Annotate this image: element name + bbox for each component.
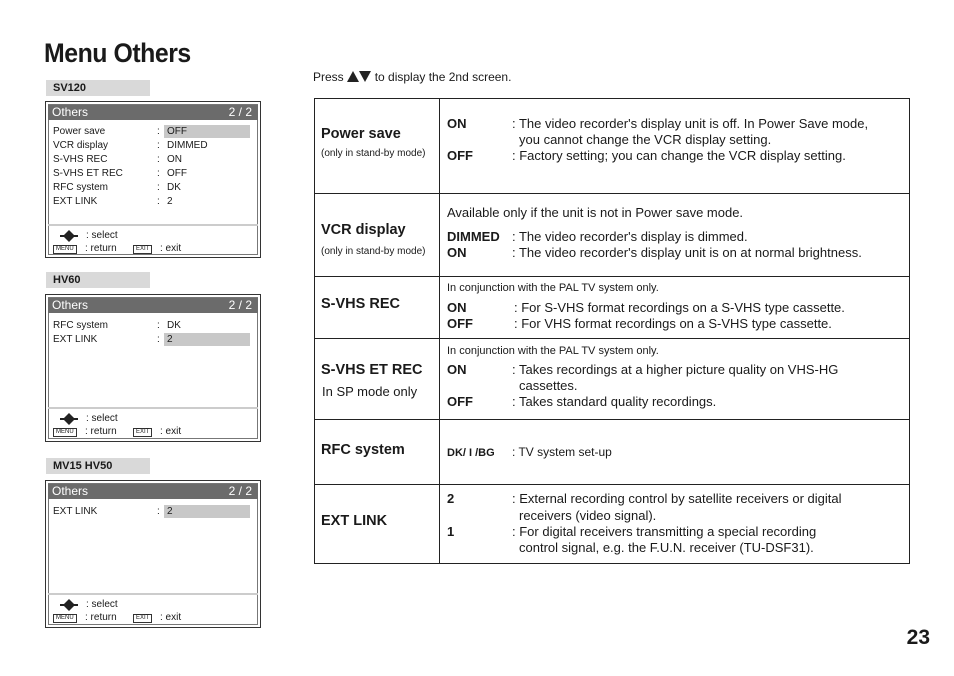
osd-row: VCR display : DIMMED bbox=[53, 140, 208, 151]
osd-screen-mv15-hv50 bbox=[45, 480, 261, 628]
osd-value-highlighted: OFF bbox=[164, 125, 250, 138]
osd-row: Power save : OFF bbox=[53, 125, 258, 138]
osd-footer: : select MENU : return EXIT : exit bbox=[48, 224, 258, 257]
osd-screen-hv60 bbox=[45, 294, 261, 442]
setting-note: (only in stand-by mode) bbox=[321, 148, 426, 159]
setting-name: Power save bbox=[321, 126, 401, 142]
osd-row: S-VHS REC : ON bbox=[53, 154, 182, 165]
model-tag-hv60: HV60 bbox=[46, 272, 150, 288]
press-note: Press to display the 2nd screen. bbox=[313, 70, 512, 84]
osd-footer: : select MENU : return EXIT : exit bbox=[48, 593, 258, 626]
osd-value-highlighted: 2 bbox=[164, 333, 250, 346]
osd-header bbox=[48, 105, 258, 120]
page-title: Menu Others bbox=[44, 38, 191, 68]
menu-key-icon: MENU bbox=[53, 614, 77, 623]
table-row-rfc-system: RFC system DK/ I /BG : TV system set-up bbox=[315, 420, 910, 485]
model-tag-mv15-hv50: MV15 HV50 bbox=[46, 458, 150, 474]
updown-arrow-icon bbox=[60, 599, 78, 611]
table-row-svhs-et-rec: S-VHS ET REC In SP mode only In conjunction with the PAL TV system only. ON : Takes recordings at a higher picture quality on VHS-HG cassettes. OFF : Takes standard quality recordings. bbox=[315, 339, 910, 420]
exit-key-icon: EXIT bbox=[133, 428, 152, 437]
osd-row: EXT LINK : 2 bbox=[53, 505, 258, 518]
model-tag-sv120: SV120 bbox=[46, 80, 150, 96]
table-row-svhs-rec: S-VHS REC In conjunction with the PAL TV system only. ON : For S-VHS format recordings on a S-VHS type cassette. OFF : For VHS format recordings on a S-VHS type cassette. bbox=[315, 277, 910, 339]
page-number: 23 bbox=[906, 626, 930, 649]
updown-arrow-icon bbox=[60, 413, 78, 425]
osd-row: EXT LINK : 2 bbox=[53, 333, 258, 346]
osd-row: S-VHS ET REC : OFF bbox=[53, 168, 187, 179]
osd-header-title: Others bbox=[52, 105, 89, 119]
menu-key-icon: MENU bbox=[53, 245, 77, 254]
osd-row: RFC system : DK bbox=[53, 320, 181, 331]
osd-header-page: 2 / 2 bbox=[228, 105, 252, 119]
osd-footer: : select MENU : return EXIT : exit bbox=[48, 407, 258, 440]
up-down-buttons-icon bbox=[347, 71, 371, 82]
table-row-ext-link: EXT LINK 2 : External recording control by satellite receivers or digital receivers (video signal). 1 : For digital receivers transmitting a special recording control signal, e.g. the F.U.N. receiver (TU-DSF31). bbox=[315, 485, 910, 564]
settings-table bbox=[314, 98, 910, 564]
exit-key-icon: EXIT bbox=[133, 245, 152, 254]
table-row-power-save: Power save (only in stand-by mode) ON : The video recorder's display unit is off. In Power Save mode, you cannot change the VCR display setting. OFF : Factory setting; you can change the VCR display setting. bbox=[315, 99, 910, 194]
osd-row: RFC system : DK bbox=[53, 182, 181, 193]
osd-value-highlighted: 2 bbox=[164, 505, 250, 518]
osd-header: Others 2 / 2 bbox=[48, 298, 258, 313]
menu-key-icon: MENU bbox=[53, 428, 77, 437]
exit-key-icon: EXIT bbox=[133, 614, 152, 623]
updown-arrow-icon bbox=[60, 230, 78, 242]
osd-row: EXT LINK : 2 bbox=[53, 196, 173, 207]
osd-screen-sv120 bbox=[45, 101, 261, 258]
osd-header: Others 2 / 2 bbox=[48, 484, 258, 499]
table-row-vcr-display: VCR display (only in stand-by mode) Available only if the unit is not in Power save mode. DIMMED : The video recorder's display is dimmed. ON : The video recorder's display unit is on at normal brightness. bbox=[315, 194, 910, 277]
